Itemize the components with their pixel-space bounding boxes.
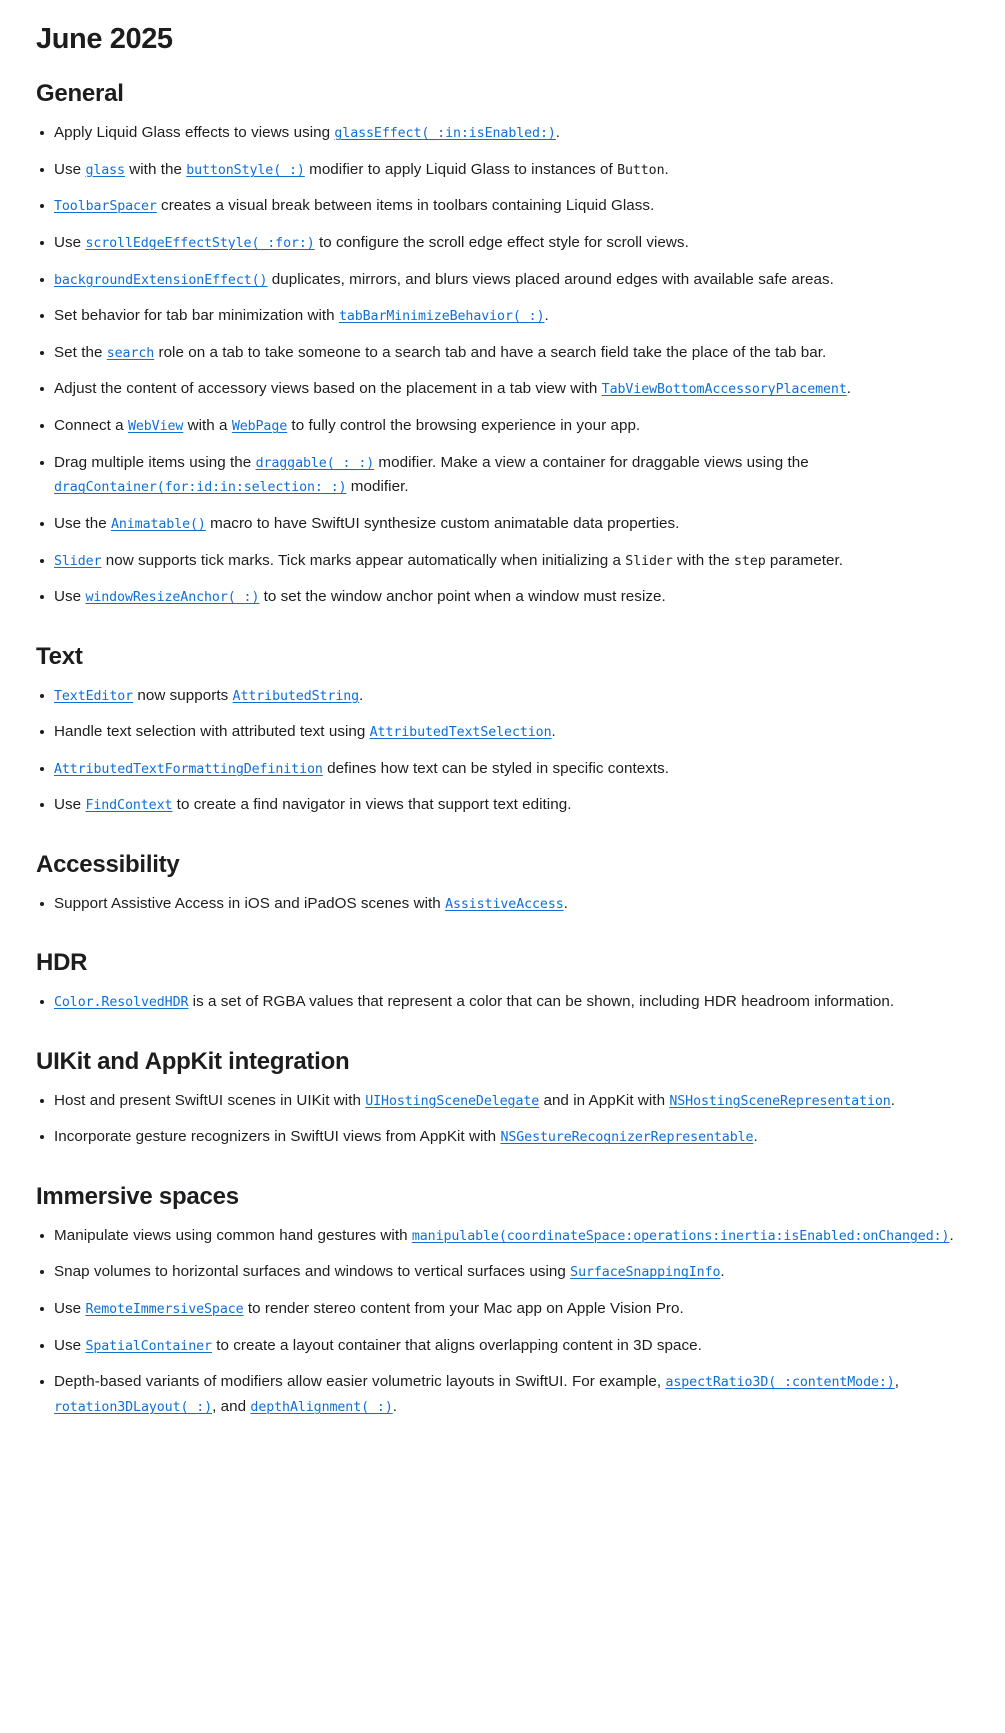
body-text: Connect a — [54, 417, 128, 435]
api-link[interactable]: search — [106, 345, 155, 361]
section-heading: Text — [36, 642, 83, 670]
section-heading: General — [36, 80, 124, 108]
section-immersive-spaces — [36, 1183, 967, 1420]
list-item — [36, 892, 967, 917]
list-item — [36, 1297, 967, 1322]
list-item — [36, 757, 967, 782]
body-text: Use — [54, 160, 86, 178]
api-link[interactable]: NSGestureRecognizerRepresentable — [500, 1130, 754, 1146]
api-link[interactable]: AttributedString — [232, 688, 360, 704]
section-uikit-appkit-integration — [36, 1048, 967, 1150]
body-text: . — [544, 307, 549, 325]
body-text: . — [720, 1263, 725, 1281]
api-link[interactable]: depthAlignment(_:) — [250, 1399, 393, 1415]
body-text: . — [753, 1128, 758, 1146]
list-item — [36, 304, 967, 329]
section-heading: Accessibility — [36, 851, 180, 879]
api-link[interactable]: glassEffect(_:in:isEnabled:) — [334, 126, 556, 142]
body-text: , and — [212, 1397, 251, 1415]
body-text: now supports — [133, 686, 233, 704]
body-text: . — [846, 380, 852, 398]
page-title: June 2025 — [36, 23, 173, 55]
section-text — [36, 643, 967, 818]
api-link[interactable]: UIHostingSceneDelegate — [365, 1093, 540, 1109]
inline-code: step — [734, 553, 766, 569]
body-text: Handle text selection with attributed text using — [54, 723, 370, 741]
sections-container — [36, 80, 967, 1419]
body-text: Set the — [54, 343, 107, 361]
api-link[interactable]: TabViewBottomAccessoryPlacement — [601, 382, 847, 398]
body-text: Use — [54, 1336, 86, 1354]
body-text: , — [894, 1373, 899, 1391]
list-item — [36, 549, 967, 574]
list-item — [36, 720, 967, 745]
feature-list — [36, 1224, 967, 1420]
api-link[interactable]: Animatable() — [110, 516, 206, 532]
body-text: Adjust the content of accessory views based on the placement in a tab view with — [54, 380, 602, 398]
body-text: Support Assistive Access in iOS and iPadOS scenes with — [54, 894, 446, 912]
body-text: modifier. — [346, 478, 409, 496]
api-link[interactable]: SurfaceSnappingInfo — [570, 1265, 721, 1281]
list-item — [36, 1224, 967, 1249]
api-link[interactable]: AttributedTextFormattingDefinition — [54, 761, 323, 777]
section-accessibility — [36, 851, 967, 916]
body-text: Set behavior for tab bar minimization with — [54, 307, 339, 325]
list-item — [36, 121, 967, 146]
inline-code: Button — [617, 162, 665, 178]
list-item — [36, 268, 967, 293]
body-text: Use — [54, 233, 86, 251]
body-text: . — [563, 894, 568, 912]
body-text: . — [949, 1226, 954, 1244]
api-link[interactable]: rotation3DLayout(_:) — [54, 1399, 213, 1415]
body-text: macro to have SwiftUI synthesize custom animatable data properties. — [205, 514, 680, 532]
feature-list — [36, 990, 967, 1015]
api-link[interactable]: WebPage — [231, 419, 288, 435]
list-item — [36, 585, 967, 610]
body-text: Snap volumes to horizontal surfaces and windows to vertical surfaces using — [54, 1263, 571, 1281]
body-text: duplicates, mirrors, and blurs views placed around edges with available safe areas. — [267, 270, 834, 288]
api-link[interactable]: manipulable(coordinateSpace:operations:inertia:isEnabled:onChanged:) — [411, 1228, 950, 1244]
body-text: with the — [672, 551, 735, 569]
section-heading: UIKit and AppKit integration — [36, 1047, 350, 1075]
list-item — [36, 158, 967, 183]
list-item — [36, 231, 967, 256]
list-item — [36, 1089, 967, 1114]
body-text: Manipulate views using common hand gestures with — [54, 1226, 412, 1244]
api-link[interactable]: windowResizeAnchor(_:) — [85, 590, 260, 606]
list-item — [36, 793, 967, 818]
body-text: . — [551, 723, 556, 741]
list-item — [36, 377, 967, 402]
body-text: . — [392, 1397, 398, 1415]
api-link[interactable]: scrollEdgeEffectStyle(_:for:) — [85, 235, 315, 251]
api-link[interactable]: backgroundExtensionEffect() — [54, 272, 268, 288]
body-text: Apply Liquid Glass effects to views using — [54, 124, 335, 142]
api-link[interactable]: Color.ResolvedHDR — [54, 995, 189, 1011]
list-item — [36, 1370, 967, 1419]
api-link[interactable]: WebView — [127, 419, 184, 435]
feature-list — [36, 121, 967, 610]
list-item — [36, 414, 967, 439]
inline-code: Slider — [625, 553, 673, 569]
section-heading: Immersive spaces — [36, 1182, 239, 1210]
api-link[interactable]: dragContainer(for:id:in:selection:_:) — [54, 480, 347, 496]
body-text: . — [359, 686, 364, 704]
api-link[interactable]: NSHostingSceneRepresentation — [669, 1093, 891, 1109]
body-text: to create a layout container that aligns overlapping content in 3D space. — [211, 1336, 702, 1354]
api-link[interactable]: buttonStyle(_:) — [186, 162, 305, 178]
body-text: role on a tab to take someone to a search tab and have a search field take the place of the tab bar. — [154, 343, 827, 361]
body-text: Depth-based variants of modifiers allow easier volumetric layouts in SwiftUI. For example, — [54, 1373, 666, 1391]
feature-list — [36, 892, 967, 917]
api-link[interactable]: TextEditor — [54, 688, 134, 704]
body-text: Use — [54, 1300, 86, 1317]
body-text: Drag multiple items using the — [54, 453, 256, 471]
api-link[interactable]: Slider — [54, 553, 102, 569]
body-text: with the — [124, 160, 187, 178]
list-item — [36, 1260, 967, 1285]
body-text: to configure the scroll edge effect style for scroll views. — [314, 233, 689, 251]
api-link[interactable]: glass — [85, 162, 125, 178]
body-text: . — [890, 1091, 895, 1109]
api-link[interactable]: aspectRatio3D(_:contentMode:) — [665, 1375, 895, 1391]
api-link[interactable]: tabBarMinimizeBehavior(_:) — [338, 309, 545, 325]
body-text: to render stereo content from your Mac app on Apple Vision Pro. — [243, 1300, 684, 1317]
body-text: is a set of RGBA values that represent a color that can be shown, including HDR headroom information. — [188, 993, 895, 1011]
body-text: and in AppKit with — [539, 1091, 670, 1109]
body-text: defines how text can be styled in specific contexts. — [322, 759, 670, 777]
body-text: modifier to apply Liquid Glass to instances of — [304, 160, 618, 178]
body-text: Use — [54, 796, 86, 814]
body-text: to create a find navigator in views that support text editing. — [172, 796, 572, 814]
list-item — [36, 512, 967, 537]
body-text: Host and present SwiftUI scenes in UIKit with — [54, 1091, 366, 1109]
list-item — [36, 194, 967, 219]
body-text: with a — [183, 417, 232, 435]
body-text: now supports tick marks. Tick marks appear automatically when initializing a — [101, 551, 626, 569]
body-text: creates a visual break between items in toolbars containing Liquid Glass. — [156, 197, 655, 215]
body-text: modifier. Make a view a container for draggable views using the — [374, 453, 809, 471]
feature-list — [36, 684, 967, 819]
body-text: to fully control the browsing experience in your app. — [287, 417, 641, 435]
section-general — [36, 80, 967, 610]
list-item — [36, 1334, 967, 1359]
list-item — [36, 684, 967, 709]
section-hdr — [36, 949, 967, 1014]
body-text: Use the — [54, 514, 111, 532]
api-link[interactable]: ToolbarSpacer — [54, 199, 157, 215]
feature-list — [36, 1089, 967, 1150]
list-item — [36, 341, 967, 366]
api-link[interactable]: SpatialContainer — [85, 1338, 212, 1354]
api-link[interactable]: AttributedTextSelection — [369, 725, 552, 741]
section-heading: HDR — [36, 949, 88, 977]
list-item — [36, 451, 967, 500]
body-text: parameter. — [765, 551, 844, 569]
list-item — [36, 1125, 967, 1150]
body-text: to set the window anchor point when a window must resize. — [259, 588, 666, 606]
list-item — [36, 990, 967, 1015]
api-link[interactable]: RemoteImmersiveSpace — [85, 1302, 244, 1317]
api-link[interactable]: AssistiveAccess — [445, 896, 564, 912]
body-text: . — [664, 160, 669, 178]
api-link[interactable]: draggable(_:_:) — [255, 455, 375, 471]
api-link[interactable]: FindContext — [85, 798, 173, 814]
body-text: Incorporate gesture recognizers in SwiftUI views from AppKit with — [54, 1128, 501, 1146]
body-text: Use — [54, 588, 86, 606]
body-text: . — [555, 124, 561, 142]
